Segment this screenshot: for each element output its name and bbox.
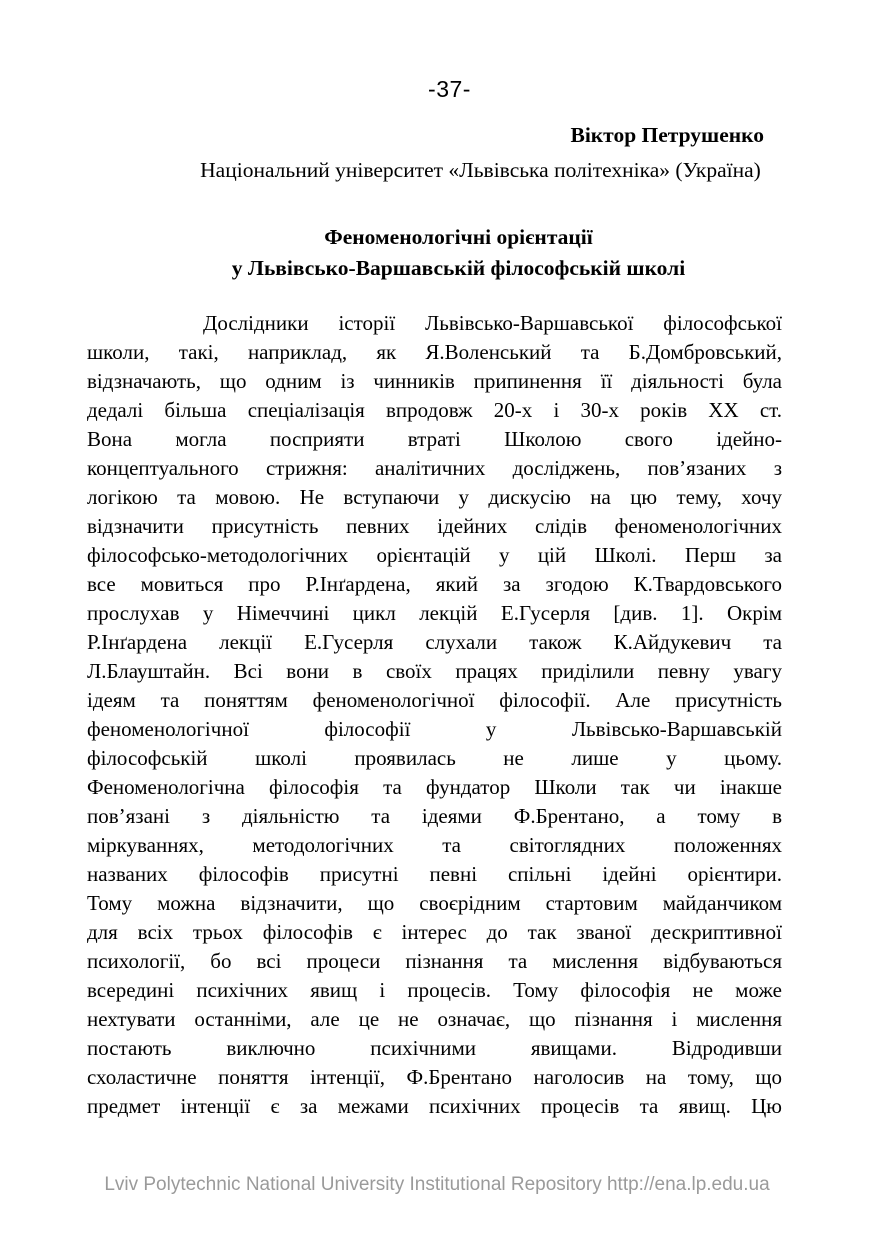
body-line: Вона могла посприяти втраті Школою свого ідейно- (87, 427, 782, 451)
body-line: дедалі більша спеціалізація впродовж 20-х і 30-х років ХХ ст. (87, 398, 782, 422)
body-line: нехтувати останніми, але це не означає, що пізнання і мислення (87, 1007, 782, 1031)
body-line: міркуваннях, методологічних та світоглядних положеннях (87, 833, 782, 857)
body-line: відзначають, що одним із чинників припинення її діяльності була (87, 369, 782, 393)
body-line: для всіх трьох філософів є інтерес до так званої дескриптивної (87, 920, 782, 944)
article-title (87, 222, 782, 284)
page-number: -37- (428, 76, 471, 102)
article-title-line-1: Феноменологічні орієнтації (324, 225, 593, 249)
author-name: Віктор Петрушенко (570, 123, 764, 147)
body-line: всередині психічних явищ і процесів. Тому філософія не може (87, 978, 782, 1002)
article-title-line-2: у Львівсько-Варшавській філософській школі (231, 256, 686, 280)
body-paragraph (87, 309, 782, 1121)
body-line: предмет інтенції є за межами психічних процесів та явищ. Цю (87, 1094, 782, 1118)
body-line: Феноменологічна філософія та фундатор Школи так чи інакше (87, 775, 782, 799)
body-line: відзначити присутність певних ідейних слідів феноменологічних (87, 514, 782, 538)
body-line: постають виключно психічними явищами. Відродивши (87, 1036, 782, 1060)
body-line: пов’язані з діяльністю та ідеями Ф.Брентано, а тому в (87, 804, 782, 828)
body-line: школи, такі, наприклад, як Я.Воленський та Б.Домбровський, (87, 340, 782, 364)
body-line: названих філософів присутні певні спільні ідейні орієнтири. (87, 862, 782, 886)
body-line: все мовиться про Р.Інґардена, який за згодою К.Твардовського (87, 572, 782, 596)
body-line: Л.Блауштайн. Всі вони в своїх працях приділили певну увагу (87, 659, 782, 683)
body-line: Р.Інґардена лекції Е.Гусерля слухали також К.Айдукевич та (87, 630, 782, 654)
author-affiliation: Національний університет «Львівська політехніка» (Україна) (200, 158, 761, 182)
body-line: філософській школі проявилась не лише у цьому. (87, 746, 782, 770)
body-line: феноменологічної філософії у Львівсько-Варшавській (87, 717, 782, 741)
body-line: Тому можна відзначити, що своєрідним стартовим майданчиком (87, 891, 782, 915)
body-line: логікою та мовою. Не вступаючи у дискусію на цю тему, хочу (87, 485, 782, 509)
body-line: прослухав у Німеччині цикл лекцій Е.Гусерля [див. 1]. Окрім (87, 601, 782, 625)
body-line: Дослідники історії Львівсько-Варшавської філософської (203, 311, 782, 335)
repository-watermark: Lviv Polytechnic National University Institutional Repository http://ena.lp.edu.ua (104, 1174, 770, 1195)
body-line: схоластичне поняття інтенції, Ф.Брентано наголосив на тому, що (87, 1065, 782, 1089)
body-line: філософсько-методологічних орієнтацій у цій Школі. Перш за (87, 543, 782, 567)
body-line: ідеям та поняттям феноменологічної філософії. Але присутність (87, 688, 782, 712)
body-line: концептуального стрижня: аналітичних досліджень, пов’язаних з (87, 456, 782, 480)
body-line: психології, бо всі процеси пізнання та мислення відбуваються (87, 949, 782, 973)
